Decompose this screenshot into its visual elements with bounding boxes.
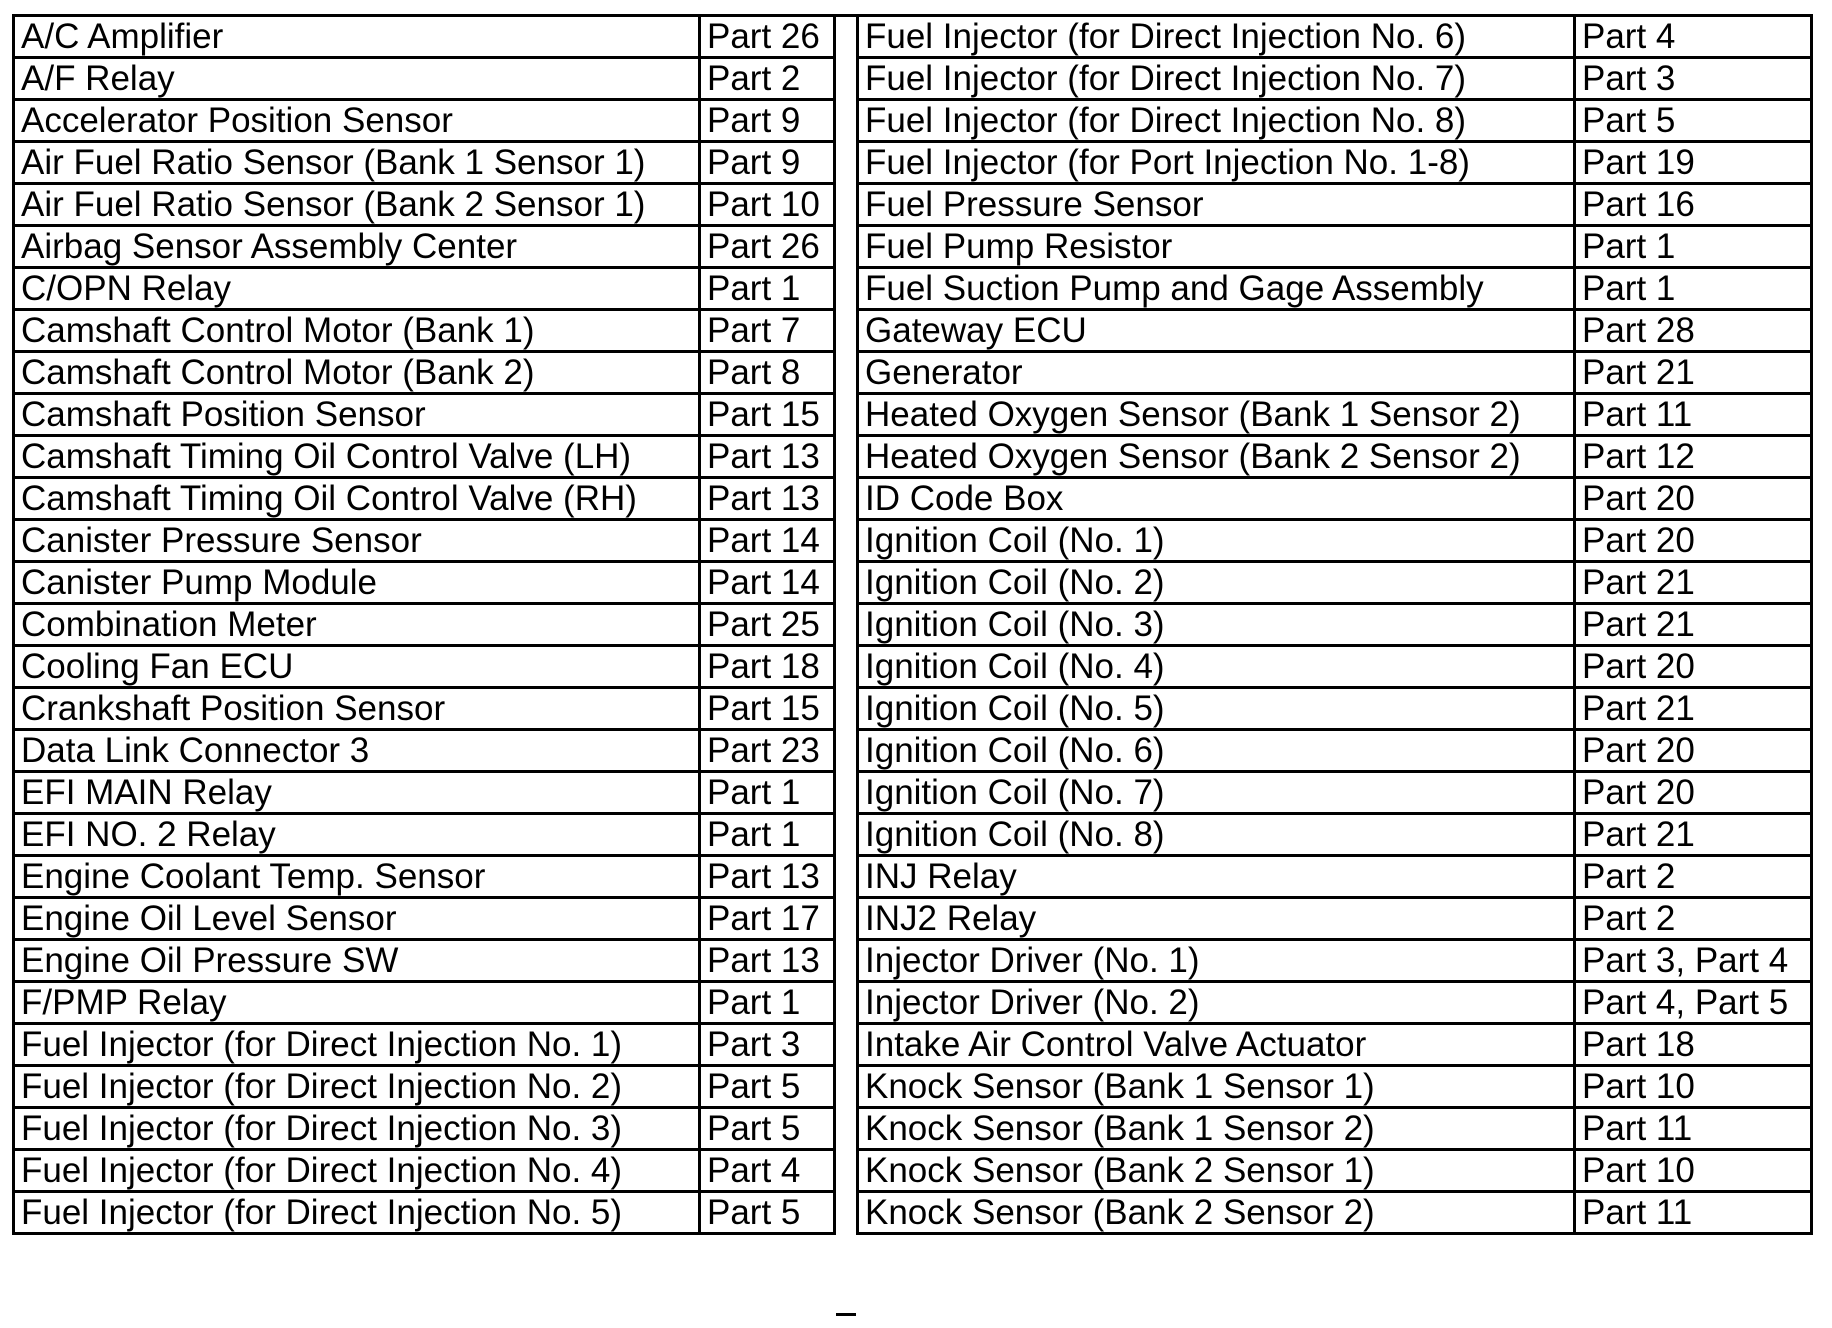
table-row bbox=[858, 856, 1812, 898]
component-name-cell: Ignition Coil (No. 7) bbox=[858, 772, 1575, 814]
component-name-cell: Knock Sensor (Bank 1 Sensor 2) bbox=[858, 1108, 1575, 1150]
table-row bbox=[858, 688, 1812, 730]
part-reference-cell: Part 4 bbox=[1575, 16, 1812, 58]
table-row bbox=[14, 478, 835, 520]
component-name-cell: Fuel Injector (for Direct Injection No. 4) bbox=[14, 1150, 700, 1192]
component-name-cell: Crankshaft Position Sensor bbox=[14, 688, 700, 730]
component-name-cell: F/PMP Relay bbox=[14, 982, 700, 1024]
table-row bbox=[14, 58, 835, 100]
table-row bbox=[858, 436, 1812, 478]
part-reference-cell: Part 15 bbox=[700, 394, 835, 436]
part-reference-cell: Part 4 bbox=[700, 1150, 835, 1192]
table-row bbox=[858, 646, 1812, 688]
component-name-cell: Airbag Sensor Assembly Center bbox=[14, 226, 700, 268]
table-row bbox=[14, 1150, 835, 1192]
component-name-cell: Accelerator Position Sensor bbox=[14, 100, 700, 142]
component-name-cell: A/F Relay bbox=[14, 58, 700, 100]
component-table-left bbox=[12, 14, 836, 1235]
part-reference-cell: Part 23 bbox=[700, 730, 835, 772]
table-row bbox=[858, 772, 1812, 814]
table-row bbox=[858, 730, 1812, 772]
component-name-cell: Intake Air Control Valve Actuator bbox=[858, 1024, 1575, 1066]
part-reference-cell: Part 13 bbox=[700, 436, 835, 478]
component-name-cell: Injector Driver (No. 1) bbox=[858, 940, 1575, 982]
component-table-right bbox=[856, 14, 1813, 1235]
part-reference-cell: Part 28 bbox=[1575, 310, 1812, 352]
part-reference-cell: Part 4, Part 5 bbox=[1575, 982, 1812, 1024]
table-row bbox=[858, 1024, 1812, 1066]
component-name-cell: Fuel Pump Resistor bbox=[858, 226, 1575, 268]
table-row bbox=[14, 142, 835, 184]
component-name-cell: Canister Pressure Sensor bbox=[14, 520, 700, 562]
table-row bbox=[14, 730, 835, 772]
table-row bbox=[858, 1066, 1812, 1108]
part-reference-cell: Part 9 bbox=[700, 100, 835, 142]
table-row bbox=[14, 1066, 835, 1108]
component-name-cell: Knock Sensor (Bank 2 Sensor 1) bbox=[858, 1150, 1575, 1192]
part-reference-cell: Part 1 bbox=[700, 814, 835, 856]
component-name-cell: Cooling Fan ECU bbox=[14, 646, 700, 688]
part-reference-cell: Part 5 bbox=[1575, 100, 1812, 142]
component-name-cell: Fuel Injector (for Direct Injection No. 5) bbox=[14, 1192, 700, 1234]
table-row bbox=[14, 520, 835, 562]
component-name-cell: Fuel Injector (for Direct Injection No. 1) bbox=[14, 1024, 700, 1066]
component-name-cell: A/C Amplifier bbox=[14, 16, 700, 58]
component-name-cell: Ignition Coil (No. 3) bbox=[858, 604, 1575, 646]
component-name-cell: Heated Oxygen Sensor (Bank 1 Sensor 2) bbox=[858, 394, 1575, 436]
part-reference-cell: Part 20 bbox=[1575, 646, 1812, 688]
part-reference-cell: Part 25 bbox=[700, 604, 835, 646]
part-reference-cell: Part 21 bbox=[1575, 604, 1812, 646]
table-row bbox=[14, 268, 835, 310]
table-row bbox=[858, 142, 1812, 184]
part-reference-cell: Part 1 bbox=[1575, 226, 1812, 268]
component-name-cell: Ignition Coil (No. 5) bbox=[858, 688, 1575, 730]
component-name-cell: Data Link Connector 3 bbox=[14, 730, 700, 772]
component-name-cell: EFI MAIN Relay bbox=[14, 772, 700, 814]
part-reference-cell: Part 26 bbox=[700, 226, 835, 268]
part-reference-cell: Part 13 bbox=[700, 856, 835, 898]
component-name-cell: Knock Sensor (Bank 1 Sensor 1) bbox=[858, 1066, 1575, 1108]
table-row bbox=[858, 100, 1812, 142]
component-name-cell: Camshaft Timing Oil Control Valve (LH) bbox=[14, 436, 700, 478]
part-reference-cell: Part 13 bbox=[700, 478, 835, 520]
component-name-cell: Camshaft Position Sensor bbox=[14, 394, 700, 436]
part-reference-cell: Part 17 bbox=[700, 898, 835, 940]
part-reference-cell: Part 3 bbox=[1575, 58, 1812, 100]
table-row bbox=[14, 352, 835, 394]
part-reference-cell: Part 10 bbox=[1575, 1150, 1812, 1192]
table-row bbox=[858, 226, 1812, 268]
table-row bbox=[14, 940, 835, 982]
part-reference-cell: Part 19 bbox=[1575, 142, 1812, 184]
component-name-cell: Engine Oil Level Sensor bbox=[14, 898, 700, 940]
component-name-cell: Camshaft Control Motor (Bank 2) bbox=[14, 352, 700, 394]
part-reference-cell: Part 21 bbox=[1575, 814, 1812, 856]
component-name-cell: Air Fuel Ratio Sensor (Bank 2 Sensor 1) bbox=[14, 184, 700, 226]
component-name-cell: Ignition Coil (No. 2) bbox=[858, 562, 1575, 604]
component-name-cell: Fuel Suction Pump and Gage Assembly bbox=[858, 268, 1575, 310]
part-reference-cell: Part 3 bbox=[700, 1024, 835, 1066]
part-reference-cell: Part 1 bbox=[700, 772, 835, 814]
table-row bbox=[14, 1108, 835, 1150]
table-row bbox=[858, 982, 1812, 1024]
component-name-cell: Fuel Injector (for Direct Injection No. 7) bbox=[858, 58, 1575, 100]
table-row bbox=[14, 1024, 835, 1066]
table-row bbox=[858, 562, 1812, 604]
table-row bbox=[858, 310, 1812, 352]
part-reference-cell: Part 10 bbox=[700, 184, 835, 226]
component-name-cell: Heated Oxygen Sensor (Bank 2 Sensor 2) bbox=[858, 436, 1575, 478]
column-separator bbox=[836, 14, 856, 1316]
component-name-cell: Ignition Coil (No. 6) bbox=[858, 730, 1575, 772]
component-name-cell: Engine Coolant Temp. Sensor bbox=[14, 856, 700, 898]
table-row bbox=[858, 814, 1812, 856]
table-row bbox=[858, 394, 1812, 436]
component-name-cell: Canister Pump Module bbox=[14, 562, 700, 604]
part-reference-cell: Part 7 bbox=[700, 310, 835, 352]
component-name-cell: Fuel Injector (for Direct Injection No. 2) bbox=[14, 1066, 700, 1108]
part-reference-cell: Part 1 bbox=[700, 268, 835, 310]
part-reference-cell: Part 14 bbox=[700, 562, 835, 604]
part-reference-cell: Part 5 bbox=[700, 1108, 835, 1150]
part-reference-cell: Part 21 bbox=[1575, 688, 1812, 730]
component-name-cell: Air Fuel Ratio Sensor (Bank 1 Sensor 1) bbox=[14, 142, 700, 184]
component-name-cell: Fuel Injector (for Direct Injection No. 3) bbox=[14, 1108, 700, 1150]
part-reference-cell: Part 12 bbox=[1575, 436, 1812, 478]
table-row bbox=[858, 898, 1812, 940]
table-row bbox=[14, 394, 835, 436]
component-table-right-body bbox=[858, 16, 1812, 1234]
table-row bbox=[858, 478, 1812, 520]
component-name-cell: EFI NO. 2 Relay bbox=[14, 814, 700, 856]
component-name-cell: Gateway ECU bbox=[858, 310, 1575, 352]
part-reference-cell: Part 2 bbox=[1575, 856, 1812, 898]
component-name-cell: Fuel Injector (for Direct Injection No. 6) bbox=[858, 16, 1575, 58]
table-row bbox=[14, 310, 835, 352]
part-reference-cell: Part 10 bbox=[1575, 1066, 1812, 1108]
part-reference-cell: Part 20 bbox=[1575, 520, 1812, 562]
part-reference-cell: Part 8 bbox=[700, 352, 835, 394]
table-row bbox=[858, 1150, 1812, 1192]
table-row bbox=[14, 1192, 835, 1234]
component-name-cell: ID Code Box bbox=[858, 478, 1575, 520]
part-reference-cell: Part 26 bbox=[700, 16, 835, 58]
part-reference-cell: Part 21 bbox=[1575, 562, 1812, 604]
part-reference-cell: Part 18 bbox=[700, 646, 835, 688]
part-reference-cell: Part 11 bbox=[1575, 394, 1812, 436]
table-row bbox=[14, 226, 835, 268]
table-row bbox=[858, 520, 1812, 562]
part-reference-cell: Part 11 bbox=[1575, 1192, 1812, 1234]
component-name-cell: Combination Meter bbox=[14, 604, 700, 646]
part-reference-cell: Part 5 bbox=[700, 1192, 835, 1234]
component-name-cell: Generator bbox=[858, 352, 1575, 394]
component-name-cell: Fuel Pressure Sensor bbox=[858, 184, 1575, 226]
table-row bbox=[14, 604, 835, 646]
component-name-cell: Ignition Coil (No. 8) bbox=[858, 814, 1575, 856]
part-reference-cell: Part 20 bbox=[1575, 772, 1812, 814]
table-row bbox=[14, 898, 835, 940]
table-row bbox=[14, 562, 835, 604]
table-row bbox=[14, 772, 835, 814]
part-reference-cell: Part 20 bbox=[1575, 478, 1812, 520]
table-row bbox=[14, 646, 835, 688]
table-row bbox=[14, 184, 835, 226]
part-reference-cell: Part 18 bbox=[1575, 1024, 1812, 1066]
part-reference-cell: Part 20 bbox=[1575, 730, 1812, 772]
component-name-cell: C/OPN Relay bbox=[14, 268, 700, 310]
table-row bbox=[14, 16, 835, 58]
component-name-cell: Camshaft Control Motor (Bank 1) bbox=[14, 310, 700, 352]
part-reference-cell: Part 5 bbox=[700, 1066, 835, 1108]
part-reference-cell: Part 1 bbox=[1575, 268, 1812, 310]
component-table-left-body bbox=[14, 16, 835, 1234]
component-name-cell: INJ Relay bbox=[858, 856, 1575, 898]
part-reference-cell: Part 14 bbox=[700, 520, 835, 562]
part-reference-cell: Part 3, Part 4 bbox=[1575, 940, 1812, 982]
part-reference-cell: Part 21 bbox=[1575, 352, 1812, 394]
part-reference-cell: Part 15 bbox=[700, 688, 835, 730]
table-row bbox=[858, 940, 1812, 982]
part-reference-cell: Part 13 bbox=[700, 940, 835, 982]
table-row bbox=[858, 16, 1812, 58]
component-location-index bbox=[12, 14, 1813, 1316]
table-row bbox=[858, 184, 1812, 226]
table-row bbox=[858, 1192, 1812, 1234]
table-row bbox=[858, 1108, 1812, 1150]
table-row bbox=[858, 604, 1812, 646]
component-name-cell: Ignition Coil (No. 4) bbox=[858, 646, 1575, 688]
component-name-cell: Injector Driver (No. 2) bbox=[858, 982, 1575, 1024]
table-row bbox=[14, 814, 835, 856]
component-name-cell: Camshaft Timing Oil Control Valve (RH) bbox=[14, 478, 700, 520]
part-reference-cell: Part 11 bbox=[1575, 1108, 1812, 1150]
component-name-cell: Fuel Injector (for Port Injection No. 1-8) bbox=[858, 142, 1575, 184]
table-row bbox=[14, 856, 835, 898]
table-row bbox=[858, 268, 1812, 310]
table-row bbox=[14, 688, 835, 730]
component-name-cell: Engine Oil Pressure SW bbox=[14, 940, 700, 982]
table-row bbox=[14, 982, 835, 1024]
part-reference-cell: Part 9 bbox=[700, 142, 835, 184]
table-row bbox=[858, 58, 1812, 100]
component-name-cell: Ignition Coil (No. 1) bbox=[858, 520, 1575, 562]
component-name-cell: INJ2 Relay bbox=[858, 898, 1575, 940]
table-row bbox=[14, 100, 835, 142]
part-reference-cell: Part 16 bbox=[1575, 184, 1812, 226]
component-name-cell: Fuel Injector (for Direct Injection No. 8) bbox=[858, 100, 1575, 142]
component-name-cell: Knock Sensor (Bank 2 Sensor 2) bbox=[858, 1192, 1575, 1234]
table-row bbox=[14, 436, 835, 478]
part-reference-cell: Part 2 bbox=[700, 58, 835, 100]
part-reference-cell: Part 1 bbox=[700, 982, 835, 1024]
part-reference-cell: Part 2 bbox=[1575, 898, 1812, 940]
table-row bbox=[858, 352, 1812, 394]
